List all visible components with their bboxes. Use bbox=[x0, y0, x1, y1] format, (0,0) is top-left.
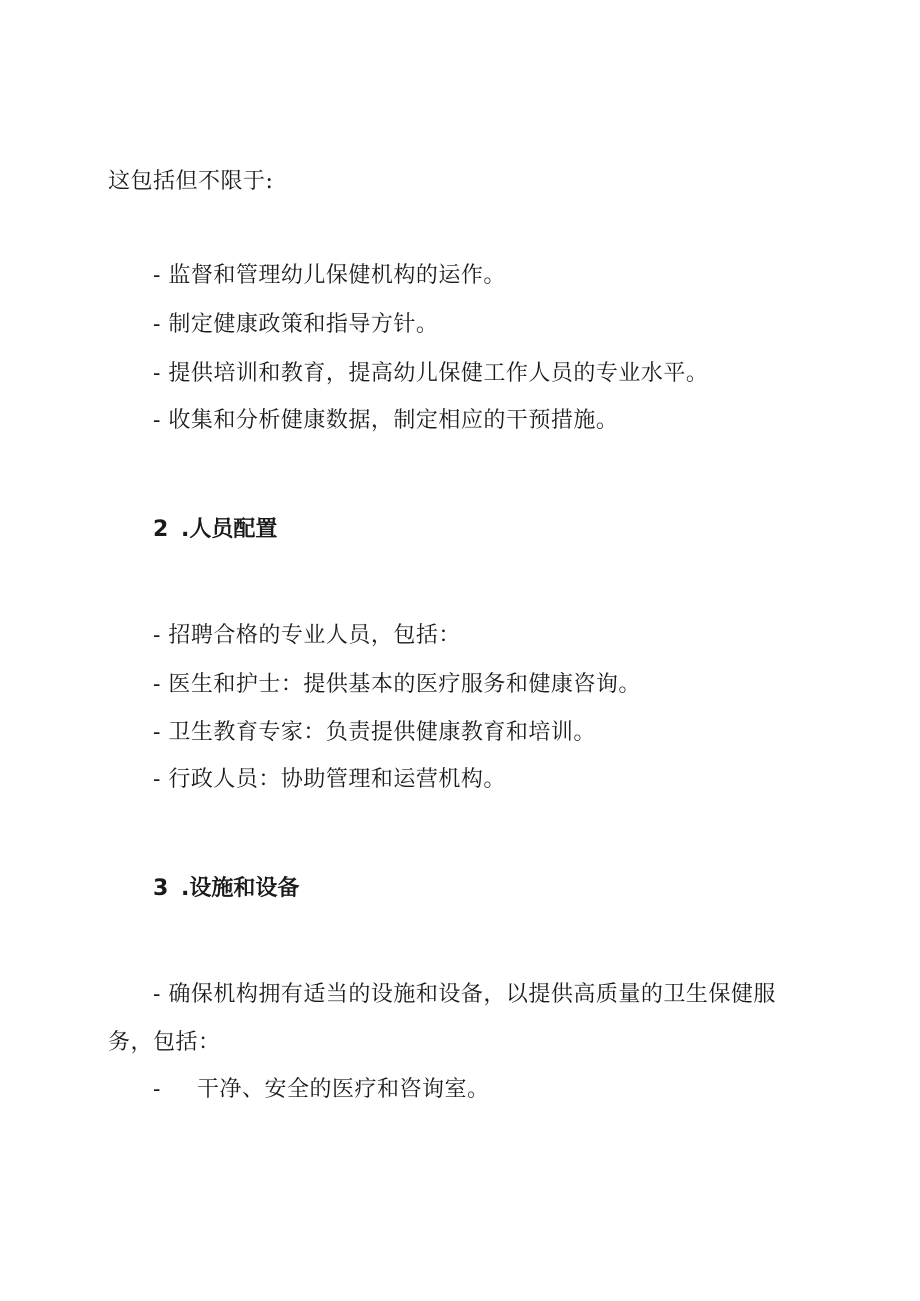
section-number: 3 bbox=[153, 876, 169, 901]
list-item: - 收集和分析健康数据，制定相应的干预措施。 bbox=[153, 408, 619, 433]
paragraph-line: 务，包括： bbox=[108, 1030, 221, 1055]
section-title: .人员配置 bbox=[181, 517, 278, 542]
list-item: - 招聘合格的专业人员，包括： bbox=[153, 623, 461, 648]
list-item: - 医生和护士：提供基本的医疗服务和健康咨询。 bbox=[153, 672, 641, 697]
list-item: - 卫生教育专家：负责提供健康教育和培训。 bbox=[153, 720, 596, 745]
list-item: - 监督和管理幼儿保健机构的运作。 bbox=[153, 263, 506, 288]
section-heading-2 bbox=[153, 517, 277, 543]
list-dash: - bbox=[153, 1077, 161, 1102]
section-title: .设施和设备 bbox=[181, 876, 300, 901]
intro-text: 这包括但不限于: bbox=[108, 169, 274, 194]
section-number: 2 bbox=[153, 517, 169, 542]
list-item bbox=[153, 1077, 489, 1103]
list-item: - 制定健康政策和指导方针。 bbox=[153, 312, 439, 337]
list-item-text: 干净、安全的医疗和咨询室。 bbox=[196, 1077, 490, 1102]
section-heading-3 bbox=[153, 876, 299, 902]
list-item: - 提供培训和教育，提高幼儿保健工作人员的专业水平。 bbox=[153, 361, 709, 386]
list-item: - 行政人员：协助管理和运营机构。 bbox=[153, 767, 506, 792]
paragraph-line: - 确保机构拥有适当的设施和设备，以提供高质量的卫生保健服 bbox=[153, 982, 776, 1007]
